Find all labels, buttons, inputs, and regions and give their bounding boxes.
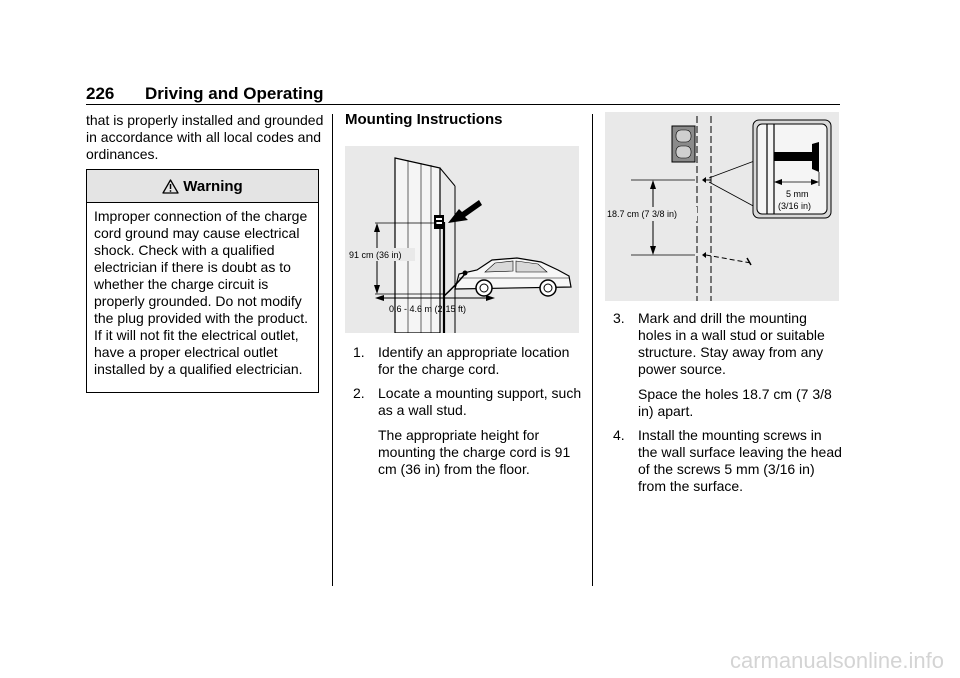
watermark: carmanualsonline.info — [729, 648, 944, 673]
column-rule-2 — [592, 114, 593, 586]
step-text: Install the mounting screws in the wall surface leaving the head of the screws 5 mm (3/16 in) from the surface. — [638, 427, 842, 494]
header-rule — [86, 104, 840, 105]
height-label: 91 cm (36 in) — [349, 250, 402, 260]
step-number: 4. — [613, 427, 625, 443]
hole-spacing-illustration — [605, 112, 839, 301]
step-number: 2. — [353, 385, 365, 401]
step-number: 3. — [613, 310, 625, 326]
gap-label-line1: 5 mm — [786, 189, 809, 199]
warning-triangle-icon — [162, 179, 179, 194]
column-rule-1 — [332, 114, 333, 586]
step-text: Locate a mounting support, such as a wall stud. — [378, 385, 582, 418]
page-header — [86, 84, 840, 104]
warning-box — [86, 169, 319, 393]
steps-list-col3 — [613, 310, 843, 495]
steps-list-col2 — [353, 344, 583, 478]
step-subtext: Space the holes 18.7 cm (7 3/8 in) apart. — [638, 386, 832, 419]
list-item — [353, 344, 583, 378]
gap-label-line2: (3/16 in) — [778, 201, 812, 211]
step-text: Mark and drill the mounting holes in a wall stud or suitable structure. Stay away from any power source. — [638, 310, 825, 377]
spacing-label: 18.7 cm (7 3/8 in) — [607, 209, 678, 219]
mounting-height-illustration — [345, 146, 579, 333]
page-number: 226 — [86, 84, 115, 103]
warning-header — [87, 170, 318, 203]
running-title: Driving and Operating — [145, 84, 324, 103]
distance-label: 0.6 - 4.6 m (2-15 ft) — [389, 304, 467, 314]
step-subtext: The appropriate height for mounting the charge cord is 91 cm (36 in) from the floor. — [378, 427, 571, 477]
section-title: Mounting Instructions — [345, 111, 503, 128]
warning-body: Improper connection of the charge cord ground may cause electrical shock. Check with a qualified electrician if there is doubt as to whether the charge circuit is properly grounded. Do not modify the plug provided with the product. If it will not fit the electrical outlet, have a proper electrical outlet installed by a qualified electrician. — [94, 208, 309, 377]
step-number: 1. — [353, 344, 365, 360]
list-item — [613, 427, 843, 495]
step-text: Identify an appropriate location for the charge cord. — [378, 344, 570, 377]
list-item — [613, 310, 843, 420]
warning-title: Warning — [183, 177, 243, 195]
list-item — [353, 385, 583, 478]
intro-paragraph: that is properly installed and grounded in accordance with all local codes and ordinances. — [86, 112, 324, 162]
